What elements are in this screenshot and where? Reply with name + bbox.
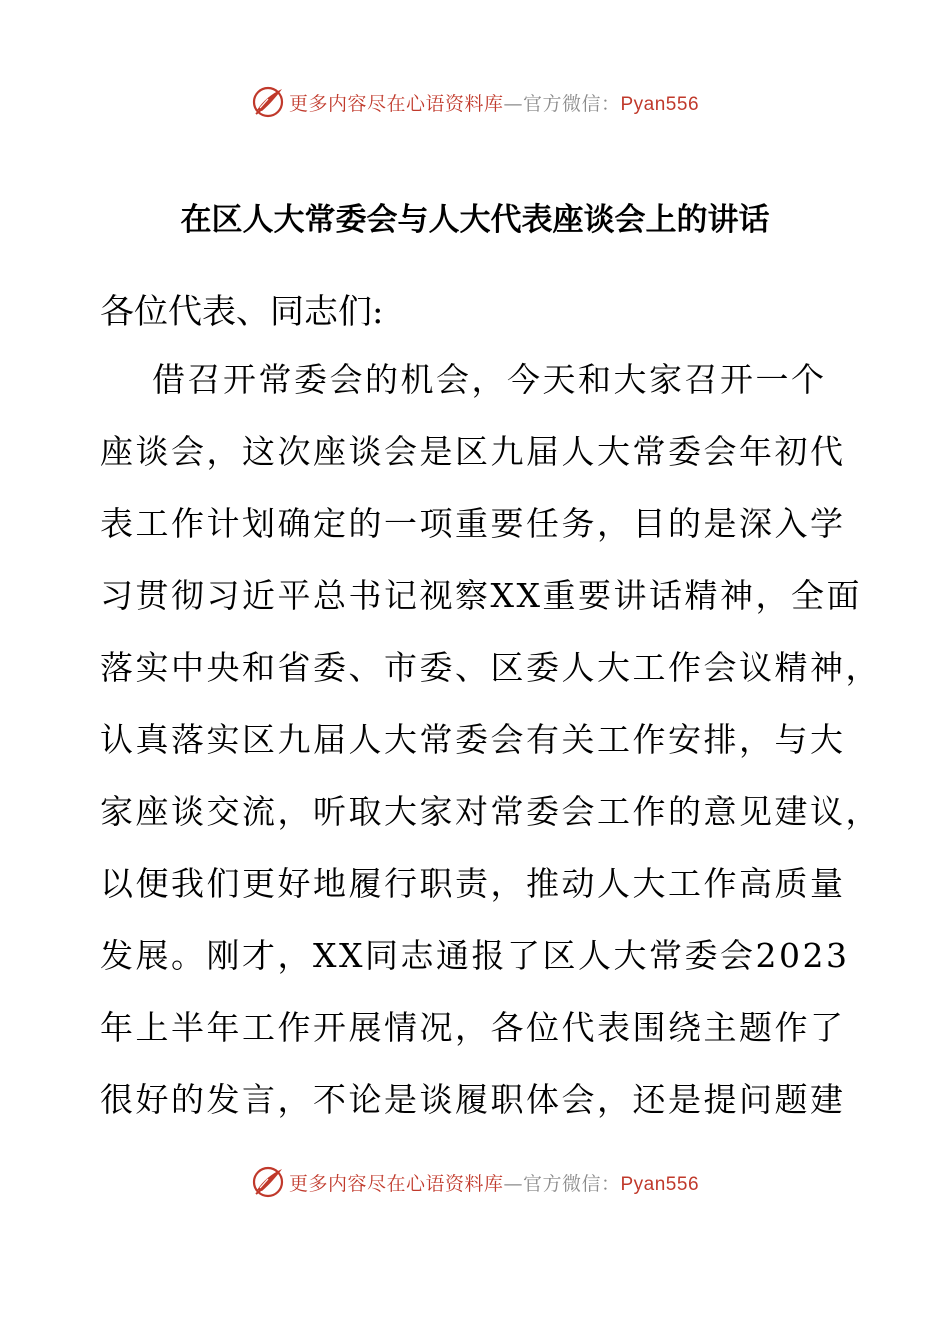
body-line: 年上半年工作开展情况，各位代表围绕主题作了	[100, 1008, 846, 1047]
banner-text	[289, 1169, 699, 1196]
body-line: 发展。刚才，XX同志通报了区人大常委会2023	[100, 936, 850, 975]
body-line: 很好的发言，不论是谈履职体会，还是提问题建	[100, 1080, 846, 1119]
banner-wechat-id: Pyan556	[620, 1173, 700, 1195]
salutation: 各位代表、同志们:	[100, 292, 384, 332]
banner-wechat-id: Pyan556	[620, 93, 700, 115]
body-line: 家座谈交流，听取大家对常委会工作的意见建议，	[100, 792, 881, 831]
body-line: 表工作计划确定的一项重要任务，目的是深入学	[100, 504, 846, 543]
banner-site-name: 更多内容尽在心语资料库	[288, 92, 504, 115]
document-title: 在区人大常委会与人大代表座谈会上的讲话	[180, 202, 770, 238]
body-paragraph	[100, 350, 881, 1142]
body-line: 以便我们更好地履行职责，推动人大工作高质量	[100, 864, 846, 903]
quill-pen-logo-icon	[251, 85, 285, 119]
banner-text	[289, 89, 699, 116]
body-line: 习贯彻习近平总书记视察XX重要讲话精神，全面	[100, 576, 862, 615]
body-line: 座谈会，这次座谈会是区九届人大常委会年初代	[100, 432, 846, 471]
banner-dash: —	[503, 92, 523, 115]
banner-dash: —	[503, 1172, 523, 1195]
header-watermark-banner	[0, 82, 950, 122]
banner-wechat-label: 官方微信：	[522, 92, 621, 115]
banner-wechat-label: 官方微信：	[522, 1172, 621, 1195]
body-line: 借召开常委会的机会，今天和大家召开一个	[152, 360, 827, 399]
footer-watermark-banner	[0, 1162, 950, 1202]
banner-site-name: 更多内容尽在心语资料库	[288, 1172, 504, 1195]
body-line: 认真落实区九届人大常委会有关工作安排，与大	[100, 720, 846, 759]
body-line: 落实中央和省委、市委、区委人大工作会议精神，	[100, 648, 881, 687]
quill-pen-logo-icon	[251, 1165, 285, 1199]
